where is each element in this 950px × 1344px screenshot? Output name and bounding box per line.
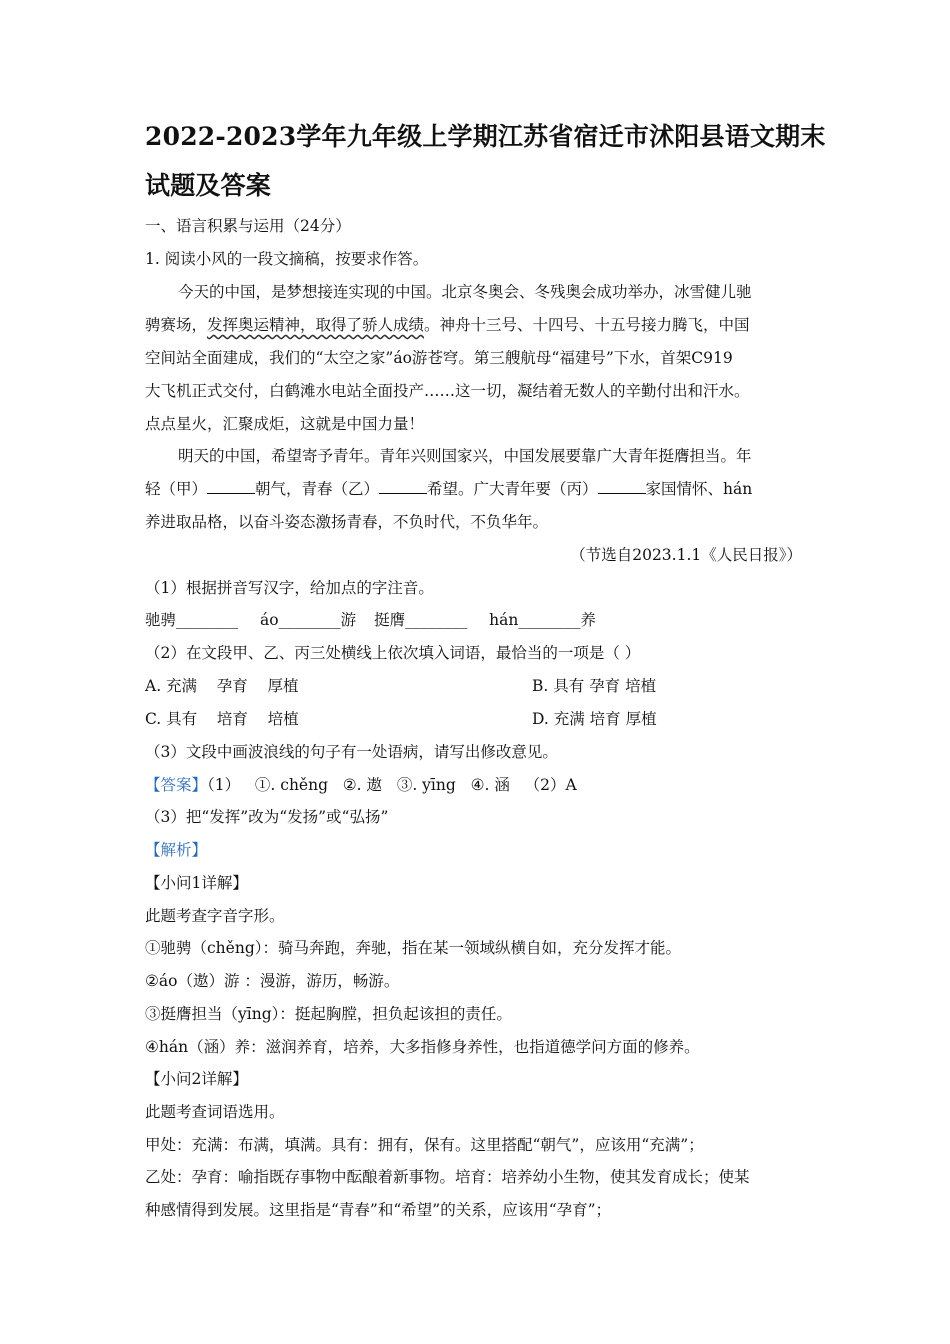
answer-line-2: （3）把“发挥”改为“发扬”或“弘扬” [145,808,389,826]
detail-1-item: ④hán（涵）养：滋润养育，培养，大多指修身养性，也指道德学问方面的修养。 [145,1038,700,1056]
passage-text: 希望。广大青年要（丙） [427,480,598,498]
item-ao-you: áo________游 [260,611,357,629]
option-b: B. 具有 孕育 培植 [532,677,657,695]
detail-2-heading: 【小问2详解】 [145,1070,248,1088]
answer-line [145,775,577,795]
passage-line: 今天的中国，是梦想接连实现的中国。北京冬奥会、冬残奥会成功举办，冰雪健儿驰 [178,283,752,301]
document-title-line-1: 2022-2023学年九年级上学期江苏省宿迁市沭阳县语文期末 [145,122,826,151]
passage-text: 朝气，青春（乙） [255,480,380,498]
sub-question-2: （2）在文段甲、乙、丙三处横线上依次填入词语，最恰当的一项是（ ） [145,644,641,662]
passage-line [145,315,750,335]
detail-2-intro: 此题考查词语选用。 [145,1103,285,1121]
detail-1-intro: 此题考查字音字形。 [145,907,285,925]
detail-2-yi-line-1: 乙处：孕育：喻指既存事物中酝酿着新事物。培育：培养幼小生物，使其发育成长；使某 [145,1168,750,1186]
passage-text: 家国情怀、hán [645,480,753,498]
wavy-underlined-sentence: 发挥奥运精神，取得了骄人成绩 [207,316,425,334]
sub-question-1: （1）根据拼音写汉字，给加点的字注音。 [145,579,434,597]
answer-label: 【答案】 [145,776,208,794]
detail-1-item: ①驰骋（chěng）：骑马奔跑，奔驰，指在某一领域纵横自如，充分发挥才能。 [145,939,681,957]
passage-line: 点点星火，汇聚成炬，这就是中国力量！ [145,415,425,433]
sub-question-3: （3）文段中画波浪线的句子有一处语病，请写出修改意见。 [145,743,558,761]
item-han-yang: hán________养 [489,611,596,629]
item-chicheng: 驰骋________ [145,611,239,629]
passage-line: 养进取品格，以奋斗姿态激扬青春，不负时代，不负华年。 [145,513,549,531]
fill-blank-jia [207,479,255,494]
analysis-label: 【解析】 [145,841,208,859]
item-tingying: 挺膺________ [374,611,468,629]
option-c: C. 具有 培育 培植 [145,710,299,728]
option-a: A. 充满 孕育 厚植 [145,677,299,695]
passage-text: 轻（甲） [145,480,208,498]
options-row-2 [145,709,805,729]
passage-line [145,479,752,499]
detail-1-heading: 【小问1详解】 [145,874,248,892]
document-title-line-2: 试题及答案 [145,171,272,200]
answer-text: （1） ①. chěng ②. 遨 ③. yīng ④. 涵 （2）A [207,776,577,794]
passage-line: 明天的中国，希望寄予青年。青年兴则国家兴，中国发展要靠广大青年挺膺担当。年 [178,447,752,465]
fill-blank-yi [379,479,427,494]
detail-2-jia: 甲处：充满：布满，填满。具有：拥有，保有。这里搭配“朝气”，应该用“充满”； [145,1136,704,1154]
section-heading: 一、语言积累与运用（24分） [145,217,351,235]
question-1: 1. 阅读小风的一段文摘稿，按要求作答。 [145,250,429,268]
passage-text: 。神舟十三号、十四号、十五号接力腾飞，中国 [424,316,750,334]
passage-text: 骋赛场， [145,316,208,334]
passage-line: 大飞机正式交付，白鹤滩水电站全面投产……这一切，凝结着无数人的辛勤付出和汗水。 [145,382,750,400]
sub-question-1-items [145,610,596,630]
fill-blank-bing [598,479,646,494]
option-d: D. 充满 培育 厚植 [532,710,657,728]
options-row-1 [145,676,805,696]
detail-1-item: ③挺膺担当（yīng）：挺起胸膛，担负起该担的责任。 [145,1005,512,1023]
detail-2-yi-line-2: 种感情得到发展。这里指是“青春”和“希望”的关系，应该用“孕育”； [145,1201,612,1219]
passage-line: 空间站全面建成，我们的“太空之家”áo游苍穹。第三艘航母“福建号”下水，首架C919 [145,349,733,367]
passage-source: （节选自2023.1.1《人民日报》） [570,546,802,564]
detail-1-item: ②áo（遨）游 ：漫游，游历，畅游。 [145,972,400,990]
